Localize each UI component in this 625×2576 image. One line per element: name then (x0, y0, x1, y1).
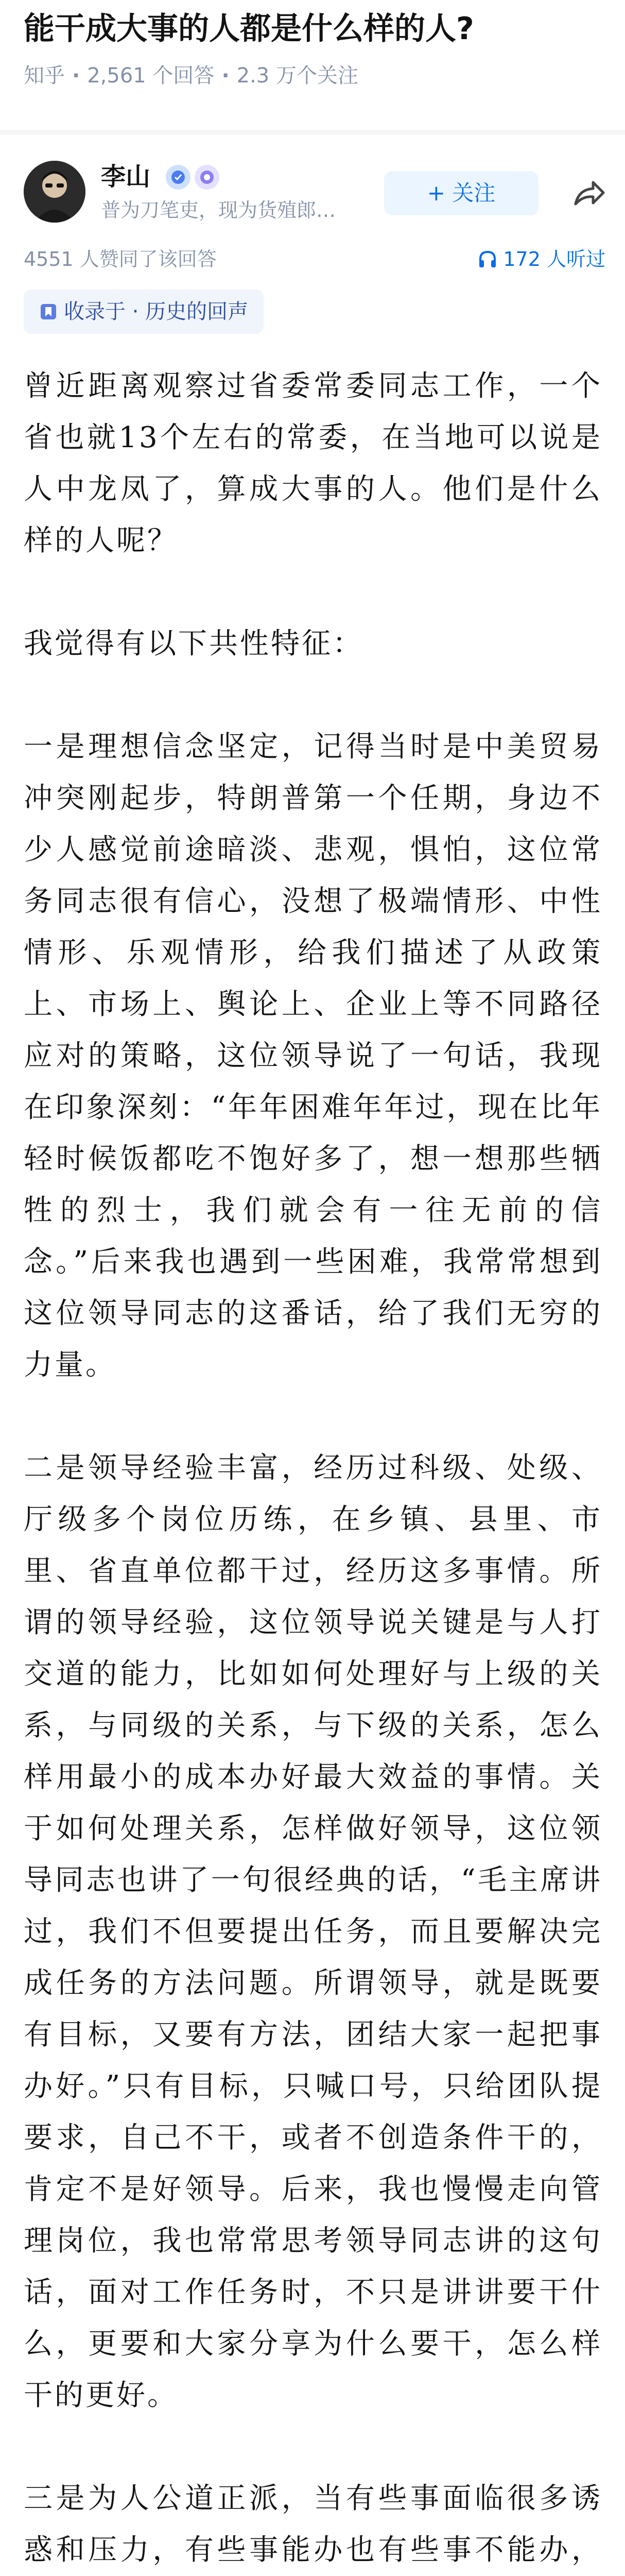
paragraph: 一是理想信念坚定，记得当时是中美贸易冲突刚起步，特朗普第一个任期，身边不少人感觉前途暗淡、悲观，惧怕，这位常务同志很有信心，没想了极端情形、中性情形、乐观情形，给我们描述了从政策上、市场上、舆论上、企业上等不同路径应对的策略，这位领导说了一句话，我现在印象深刻：“年年困难年年过，现在比年轻时候饭都吃不饱好多了，想一想那些牺牲的烈士，我们就会有一往无前的信念。”后来我也遇到一些困难，我常常想到这位领导同志的这番话，给了我们无穷的力量。 (24, 730, 602, 1382)
follow-button[interactable]: + 关注 (384, 171, 539, 215)
share-icon[interactable] (569, 174, 609, 213)
author-name[interactable]: 李山 (101, 162, 151, 191)
circle-badge-icon[interactable] (195, 165, 219, 190)
listen-count: 172 人听过 (503, 248, 605, 270)
avatar[interactable] (24, 161, 85, 223)
collection-tag[interactable] (24, 290, 264, 334)
avatar-portrait (24, 161, 85, 223)
paragraph: 三是为人公道正派，当有些事面临很多诱惑和压力，有些事能办也有些事不能办， (24, 2482, 602, 2567)
verified-badge-icon[interactable] (166, 165, 190, 190)
question-source: 知乎 (24, 64, 65, 88)
meta-separator: · (72, 64, 80, 88)
question-title[interactable]: 能干成大事的人都是什么样的人? (24, 11, 474, 47)
paragraph: 二是领导经验丰富，经历过科级、处级、厅级多个岗位历练，在乡镇、县里、市里、省直单位都干过，经历这多事情。所谓的领导经验，这位领导说关键是与人打交道的能力，比如如何处理好与上级的关系，与同级的关系，与下级的关系，怎么样用最小的成本办好最大效益的事情。关于如何处理关系，怎样做好领导，这位领导同志也讲了一句很经典的话，“毛主席讲过，我们不但要提出任务，而且要解决完成任务的方法问题。所谓领导，就是既要有目标，又要有方法，团结大家一起把事办好。”只有目标，只喊口号，只给团队提要求，自己不干，或者不创造条件干的，肯定不是好领导。后来，我也慢慢走向管理岗位，我也常常思考领导同志讲的这句话，面对工作任务时，不只是讲讲要干什么，更要和大家分享为什么要干，怎么样干的更好。 (24, 1451, 602, 2412)
headphones-icon (477, 249, 498, 269)
author-header (24, 154, 605, 231)
question-meta (24, 63, 358, 89)
paragraph: 我觉得有以下共性特征： (24, 627, 363, 660)
agree-count: 4551 人赞同了该回答 (24, 248, 217, 270)
answers-count[interactable]: 2,561 个回答 (87, 64, 215, 88)
author-bio: 普为刀笔吏，现为货殖郎… (101, 199, 336, 222)
followers-count: 2.3 万个关注 (236, 64, 358, 88)
meta-separator: · (221, 64, 230, 88)
paragraph: 曾近距离观察过省委常委同志工作，一个省也就13个左右的常委，在当地可以说是人中龙凤了，算成大事的人。他们是什么样的人呢？ (24, 369, 602, 557)
answer-content (24, 361, 602, 2576)
answer-stats (24, 245, 605, 273)
collection-tag-label: 收录于 · 历史的回声 (64, 300, 249, 324)
listen-button[interactable] (477, 245, 605, 273)
bookmark-icon (39, 302, 58, 321)
section-divider (0, 130, 625, 135)
